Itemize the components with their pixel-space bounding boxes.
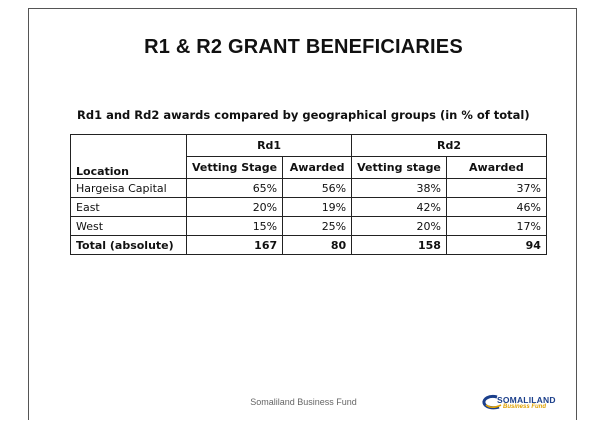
column-header-rd1-vetting: Vetting Stage — [187, 157, 283, 179]
somaliland-logo — [481, 393, 571, 413]
logo-tagline: Business Fund — [503, 404, 547, 410]
row-location: West — [71, 217, 187, 236]
column-header-rd1-awarded: Awarded — [283, 157, 352, 179]
total-label: Total (absolute) — [71, 236, 187, 255]
table-row — [71, 217, 547, 236]
column-header-rd2-vetting: Vetting stage — [352, 157, 447, 179]
row-location: Hargeisa Capital — [71, 179, 187, 198]
table-caption: Rd1 and Rd2 awards compared by geographical groups (in % of total) — [77, 108, 530, 122]
column-header-rd2-awarded: Awarded — [446, 157, 546, 179]
cell-value: 42% — [352, 198, 447, 217]
cell-value: 46% — [446, 198, 546, 217]
cell-value: 15% — [187, 217, 283, 236]
cell-value: 25% — [283, 217, 352, 236]
logo-wordmark: SOMALILAND — [497, 395, 556, 405]
location-header: Location — [71, 135, 187, 179]
table-total-row — [71, 236, 547, 255]
beneficiaries-table — [70, 134, 547, 255]
footer-text: Somaliland Business Fund — [250, 397, 357, 407]
table-row — [71, 179, 547, 198]
row-location: East — [71, 198, 187, 217]
cell-value: 20% — [352, 217, 447, 236]
slide — [28, 8, 577, 420]
cell-value: 20% — [187, 198, 283, 217]
table-group-header-row — [71, 135, 547, 157]
cell-value: 19% — [283, 198, 352, 217]
total-value: 158 — [352, 236, 447, 255]
page-title: R1 & R2 GRANT BENEFICIARIES — [144, 36, 463, 58]
group-header-rd1: Rd1 — [187, 135, 352, 157]
group-header-rd2: Rd2 — [352, 135, 547, 157]
cell-value: 37% — [446, 179, 546, 198]
total-value: 80 — [283, 236, 352, 255]
total-value: 167 — [187, 236, 283, 255]
cell-value: 17% — [446, 217, 546, 236]
table-row — [71, 198, 547, 217]
cell-value: 56% — [283, 179, 352, 198]
total-value: 94 — [446, 236, 546, 255]
cell-value: 38% — [352, 179, 447, 198]
cell-value: 65% — [187, 179, 283, 198]
